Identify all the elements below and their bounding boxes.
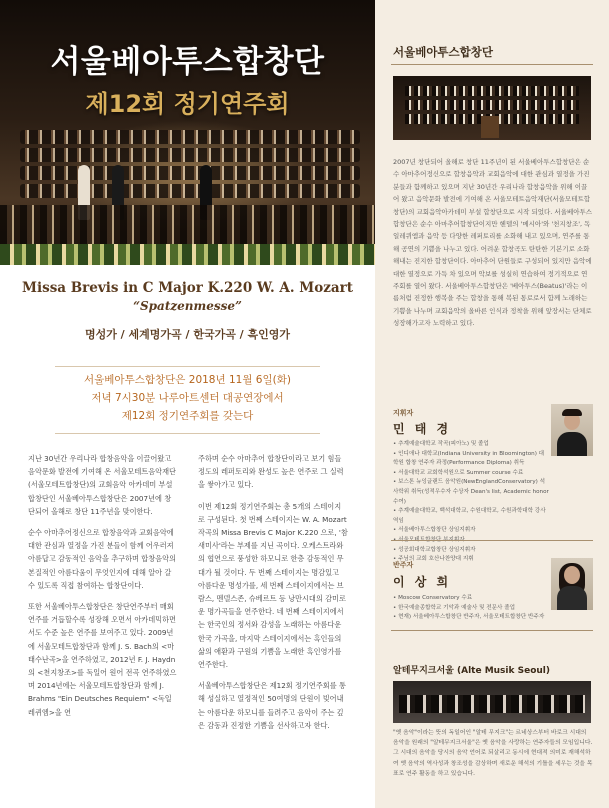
article-paragraph: 또한 서울베아투스합창단은 창단연주부터 매회 연주를 거듭할수록 성장해 오면서 아카데믹하면서도 수준 높은 연주를 보여주고 있다. 2009년에 서울모테트합창단과 함께 J. S. Bach의 <마태수난곡>을 연주하였고, 2012년 F. J. Haydn의 <천지창조>를 독일어 원어 전곡 연주하였으며 2014년에는 서울모테트합창단과 함께 J. Brahms "Ein Deutsches Requiem" <독일레퀴엠>을 연 xyxy=(28,602,177,717)
ensemble-heading: 알테무지크서울 (Alte Musik Seoul) xyxy=(393,666,550,676)
concert-hero-image xyxy=(0,0,375,265)
article-paragraph: 지난 30년간 우리나라 합창음악을 이끌어왔고 음악문화 발전에 기여해 온 서울모테트음악재단(서울모테트합창단)의 교회음악 아카데미 부설 합창단인 서울베아투스합창단은 2007년에 창단되어 올해로 창단 11주년을 맞이한다. xyxy=(28,454,177,516)
accompanist-name: 이 상 희 xyxy=(393,575,452,589)
accompanist-portrait xyxy=(551,558,593,610)
announcement-box xyxy=(55,366,320,434)
announcement-line: 서울베아투스합창단은 2018년 11월 6일(화) xyxy=(84,374,291,386)
hero-subtitle: 제12회 정기연주회 xyxy=(85,90,290,118)
article-paragraph: 주하며 순수 아마추어 합창단이라고 보기 힘들 정도의 레퍼토리와 완성도 높은 연주로 그 실력을 쌓아가고 있다. xyxy=(198,454,344,490)
accompanist-role: 반주자 xyxy=(393,561,414,569)
career-item: • 추계예술대학교 작곡(피아노) 및 졸업 xyxy=(393,440,549,450)
accompanist-career xyxy=(393,594,549,623)
podium xyxy=(481,116,499,138)
career-item: • 주님의 교회 호산나찬양대 지휘 xyxy=(393,555,549,565)
conductor-role: 지휘자 xyxy=(393,409,414,417)
choir-rows xyxy=(20,130,360,210)
hero-title: 서울베아투스합창단 xyxy=(50,44,325,80)
divider xyxy=(391,64,593,65)
career-item: • 서울대학교 교회학석원으로 Summer course 수료 xyxy=(393,469,549,479)
article-column-left xyxy=(28,452,178,727)
conductor-name: 민 태 경 xyxy=(393,422,452,436)
work-title: Missa Brevis in C Major K.220 W. A. Mozart xyxy=(22,280,353,296)
career-item: • 추계예술대학교, 백석대학교, 수원대학교, 수원과학대학 강사역임 xyxy=(393,507,549,526)
career-item: • 한국예술종합학교 기악과 예술사 및 전문사 졸업 xyxy=(393,604,549,614)
career-item: • 서울베아투스합창단 상임지휘자 xyxy=(393,526,549,536)
article-paragraph: 이번 제12회 정기연주회는 총 5개의 스테이지로 구성된다. 첫 번째 스테이지는 W. A. Mozart 작곡의 Missa Brevis C Major K.220 으로, '참새미사'라는 부제를 지닌 곡이다. 오케스트라와의 협연으로 풍성한 하모니로 한층 감동적인 무대가 될 것이다. 두 번째 스테이지는 명감있고 아름다운 명성가를, 세 번째 스테이지에서는 브람스, 멘델스존, 슈베르트 등 낭만시대의 감미로운 명가곡들을 연주한다. 네 번째 스테이지에서는 한국인의 정서와 감성을 노래하는 아름다운 한국 가곡을, 마지막 스테이지에서는 흑인들의 삶의 애환과 구원의 기쁨을 노래한 흑인영가를 연주한다. xyxy=(198,501,348,670)
conductor-career xyxy=(393,440,549,565)
article-paragraph: 서울베아투스합창단은 제12회 정기연주회를 통해 성실하고 열정적인 50여명의 단원이 빚어내는 아름다운 하모니를 들려주고 음악이 주는 깊은 감동과 진정한 기쁨을 선사하고자 한다. xyxy=(198,681,346,730)
career-item: • 인디애나 대학교(Indiana University in Bloomington) 대학원 합창 연주자 과정(Performance Diploma) 취득 xyxy=(393,450,549,469)
article-paragraph: 순수 아마추어정신으로 합창음악과 교회음악에 대한 관심과 열정을 가진 분들이 함께 어우러져 아름답고 감동적인 음악을 추구하며 합창음악의 본질적인 아름다움이 무엇인지에 대해 알아 갈 수 있도록 직접 참여하는 합창단이다. xyxy=(28,528,177,590)
divider xyxy=(391,540,593,541)
career-item: • 현재) 서울베아투스합창단 반주자, 서울모테트합창단 반주자 xyxy=(393,613,549,623)
article-column-right xyxy=(198,452,348,740)
announcement-line: 제12회 정기연주회를 갖는다 xyxy=(121,410,254,422)
sidebar-body: 2007년 창단되어 올해로 창단 11주년이 된 서울베아투스합창단은 순수 아마추어정신으로 합창음악과 교회음악에 대한 관심과 열정을 가진 분들과 함께하고 있으며 지난 30년간 우리나라 합창음악을 위해 이끌어 왔고 음악문화 발전에 기여해 온 서울모테트음악재단(서울모테트합창단)의 교회음악아카데미 부설 합창단으로 시작 되었다. 서울베아투스합창단은 순수 아마추어합창단이지만 헨델의 '메시아'와 '천지창조', 독일레퀴엠과 음악 등 다양한 레퍼토리를 소화해 내고 있으며, 연주를 통해 공연의 기쁨을 나누고 있다. 어려운 합창곡도 탄탄한 기본기로 소화해내는 진지한 합창단이다. 아마추어 단원들로 구성되어 있지만 음악에 대한 열정으로 가득 차 있으며 악보를 성실히 연습하여 정기적으로 연주회를 열어 왔다. 서울베아투스합창단은 '베아투스(Beatus)'라는 이름처럼 진정한 행복을 주는 합창을 통해 복된 통로로서 함께 노래하는 기쁨을 나누며 교회음악의 올바른 인식과 정착을 위해 앞장서는 단체로 성장해가고자 노력하고 있다. xyxy=(393,158,593,328)
program-genres: 명성가 / 세계명가곡 / 한국가곡 / 흑인영가 xyxy=(84,328,291,341)
sidebar-heading: 서울베아투스합창단 xyxy=(393,45,493,59)
stage-flowers xyxy=(0,244,375,265)
choir-photo xyxy=(393,76,591,140)
announcement-line: 저녁 7시30분 나루아트센터 대공연장에서 xyxy=(91,392,284,404)
career-item: • Moscow Conservatory 수료 xyxy=(393,594,549,604)
ensemble-body: "옛 음악"이라는 뜻의 독일어인 "알테 무지크"는 르네상스부터 바로크 시대의 음악을 원래의 "알테무지크서울"은 옛 음악을 사랑하는 연주자들의 모임입니다. 그 시대의 음악을 당시의 음악 언어로 되살리고 동시에 현대적 의미로 재해석하여 옛 음악의 역사성과 창조성을 감상하며 새로운 해석의 기틀을 세우는 것을 목표로 연주 활동을 하고 있습니다. xyxy=(393,730,593,777)
conductor-portrait xyxy=(551,404,593,456)
sidebar xyxy=(375,0,609,808)
ensemble-photo xyxy=(393,681,591,723)
divider xyxy=(391,630,593,631)
career-item: • 성공회대학교합창단 상임지휘자 xyxy=(393,546,549,556)
work-subtitle: “Spatzenmesse” xyxy=(133,299,242,313)
career-item: • 보스톤 뉴잉글랜드 음악원(NewEnglandConservatory) 석사학위 취득(성적우수자 수상자 Dean's list, Academic honor 수여) xyxy=(393,478,549,507)
